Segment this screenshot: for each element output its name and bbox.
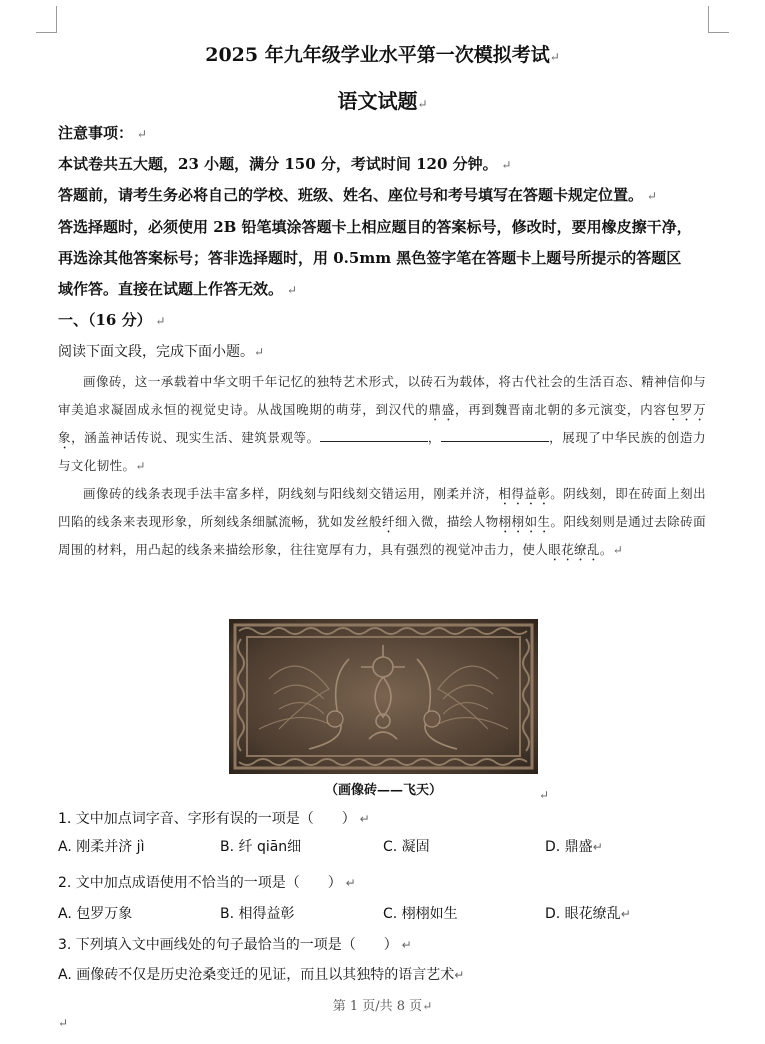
question-2-option-c: C. 栩栩如生 — [383, 906, 458, 922]
notes-line-4: 再选涂其他答案标号；答非选择题时，用 0.5mm 黑色签字笔在答题卡上题号所提示的答题区 — [58, 249, 682, 267]
question-3-option-a: A. 画像砖不仅是历史沧桑变迁的见证，而且以其独特的语言艺术↵ — [58, 967, 465, 983]
question-2-option-a: A. 包罗万象 — [58, 906, 133, 922]
dotted-word-xuxurusheng: 栩栩如生 — [498, 514, 551, 529]
brick-relief-image — [229, 619, 538, 774]
question-2-option-b: B. 相得益彰 — [220, 906, 295, 922]
question-1-option-d: D. 鼎盛↵ — [545, 839, 603, 855]
dotted-word-dingsheng: 鼎盛 — [428, 402, 455, 417]
question-2-stem: 2. 文中加点成语使用不恰当的一项是（ ） ↵ — [58, 875, 356, 891]
question-3-stem: 3. 下列填入文中画线处的句子最恰当的一项是（ ） ↵ — [58, 937, 412, 953]
paragraph-mark-end: ↵ — [58, 1016, 69, 1030]
section-heading: 一、（16 分） ↵ — [58, 311, 166, 329]
dotted-word-xiangdeyizhang: 相得益彰 — [498, 486, 551, 501]
figure-caption: （画像砖——飞天） — [324, 783, 442, 798]
fill-blank-2 — [441, 427, 549, 442]
exam-subtitle: 语文试题↵ — [337, 89, 428, 113]
passage-paragraph-2: 画像砖的线条表现手法丰富多样，阴线刻与阳线刻交错运用，刚柔并济，相得益彰。阴线刻，即在砖面上刻出凹陷的线条来表现形象，所刻线条细腻流畅，犹如发丝般纤细入微，描绘人物栩栩如生。阳线刻则是通过去除砖面周围的材料，用凸起的线条来描绘形象，往往宽厚有力，具有强烈的视觉冲击力，使人眼花缭乱。↵ — [58, 486, 706, 557]
section-instruction: 阅读下面文段，完成下面小题。↵ — [58, 344, 265, 360]
fill-blank-1 — [320, 427, 428, 442]
dotted-word-xian: 纤 — [382, 514, 395, 529]
notes-line-2: 答题前，请考生务必将自己的学校、班级、姓名、座位号和考号填写在答题卡规定位置。 ↵ — [58, 186, 657, 204]
crop-mark-top-right — [708, 6, 729, 33]
passage-paragraph-1: 画像砖，这一承载着中华文明千年记忆的独特艺术形式，以砖石为载体，将古代社会的生活百态、精神信仰与审美追求凝固成永恒的视觉史诗。从战国晚期的萌芽，到汉代的鼎盛，再到魏晋南北朝的多元演变，内容包罗万象，涵盖神话传说、现实生活、建筑景观等。 ， ，展现了中华民族的创造力与文化韧性。↵ — [58, 374, 707, 473]
question-2-option-d: D. 眼花缭乱↵ — [545, 906, 631, 922]
page-footer: 第 1 页/共 8 页↵ — [332, 999, 433, 1014]
question-1-stem: 1. 文中加点词字音、字形有误的一项是（ ） ↵ — [58, 811, 370, 827]
question-1-option-b: B. 纤 qiān细 — [220, 839, 302, 855]
reading-passage — [58, 368, 706, 564]
question-1-option-c: C. 凝固 — [383, 839, 430, 855]
question-1-option-a: A. 刚柔并济 jì — [58, 839, 145, 855]
exam-title: 2025 年九年级学业水平第一次模拟考试↵ — [205, 44, 560, 66]
notes-line-1: 本试卷共五大题，23 小题，满分 150 分，考试时间 120 分钟。 ↵ — [58, 155, 512, 173]
dotted-word-yanhualiaoluan: 眼花缭乱 — [548, 542, 600, 557]
notes-heading: 注意事项： ↵ — [58, 124, 147, 142]
notes-line-3: 答选择题时，必须使用 2B 铅笔填涂答题卡上相应题目的答案标号，修改时，要用橡皮擦干净， — [58, 218, 692, 236]
paragraph-mark: ↵ — [539, 788, 550, 802]
notes-line-5: 域作答。直接在试题上作答无效。 ↵ — [58, 280, 297, 298]
crop-mark-top-left — [36, 6, 57, 33]
dotted-word-baoluowanxiang: 包罗万象 — [58, 402, 707, 445]
